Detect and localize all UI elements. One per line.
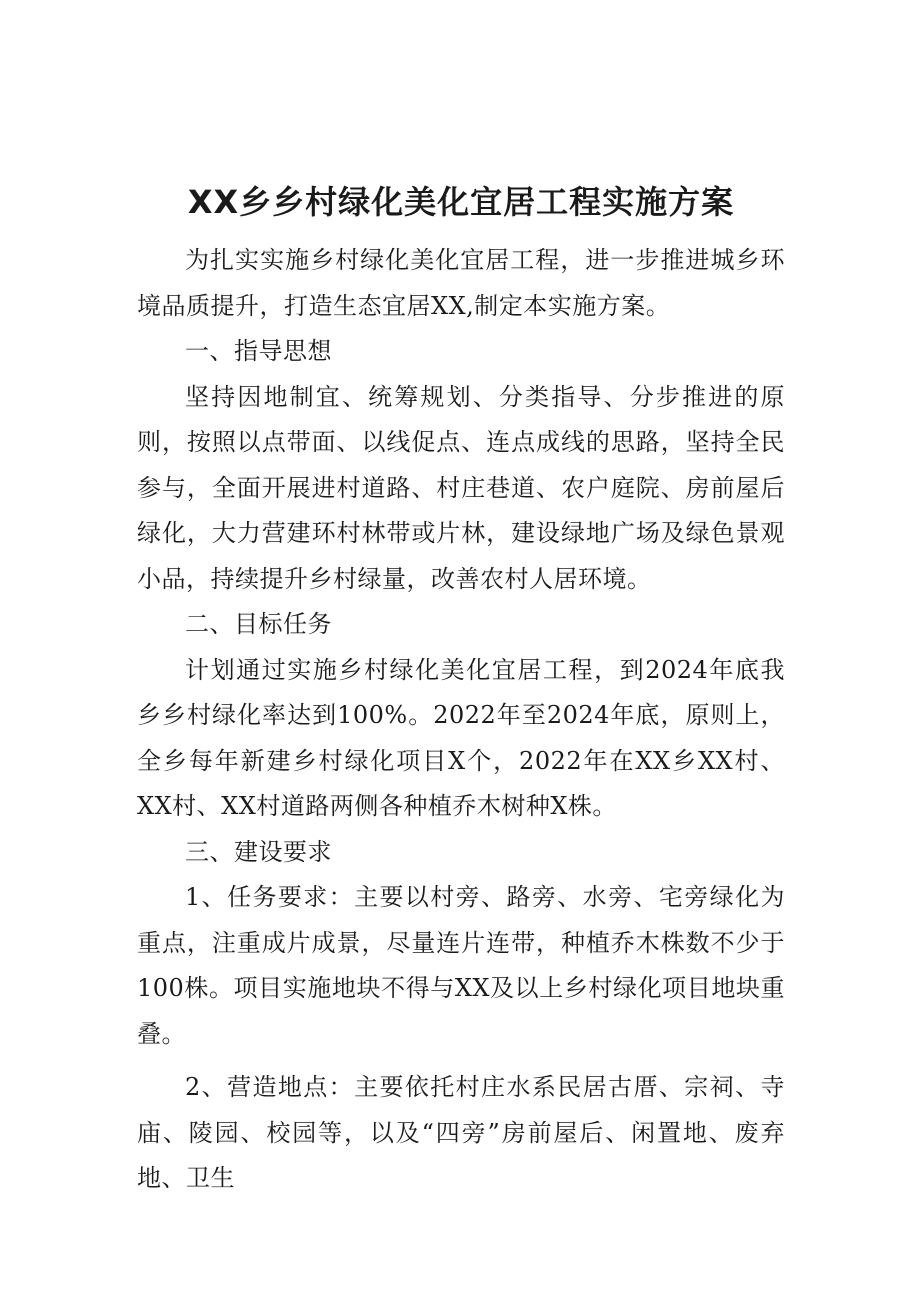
document-page bbox=[137, 180, 785, 1202]
section-heading-requirements: 三、建设要求 bbox=[185, 837, 332, 866]
section-heading-guiding-ideology: 一、指导思想 bbox=[185, 337, 332, 365]
section-heading-objectives: 二、目标任务 bbox=[185, 610, 332, 638]
section-paragraph: 2、营造地点：主要依托村庄水系民居古厝、宗祠、寺庙、陵园、校园等，以及“四旁”房前屋后、闲置地、废弃地、卫生 bbox=[137, 1073, 785, 1192]
section-paragraph: 1、任务要求：主要以村旁、路旁、水旁、宅旁绿化为重点，注重成片成景，尽量连片连带，种植乔木株数不少于100株。项目实施地块不得与XX及以上乡村绿化项目地块重叠。 bbox=[137, 883, 785, 1048]
section-paragraph: 坚持因地制宜、统筹规划、分类指导、分步推进的原则，按照以点带面、以线促点、连点成线的思路，坚持全民参与，全面开展进村道路、村庄巷道、农户庭院、房前屋后绿化，大力营建环村林带或片林，建设绿地广场及绿色景观小品，持续提升乡村绿量，改善农村人居环境。 bbox=[137, 382, 785, 593]
intro-paragraph: 为扎实实施乡村绿化美化宜居工程，进一步推进城乡环境品质提升，打造生态宜居XX,制定本实施方案。 bbox=[137, 246, 785, 320]
document-title: XX乡乡村绿化美化宜居工程实施方案 bbox=[187, 183, 735, 221]
section-paragraph: 计划通过实施乡村绿化美化宜居工程，到2024年底我乡乡村绿化率达到100%。2022年至2024年底，原则上，全乡每年新建乡村绿化项目X个，2022年在XX乡XX村、XX村、XX村道路两侧各种植乔木树种X株。 bbox=[137, 655, 785, 820]
